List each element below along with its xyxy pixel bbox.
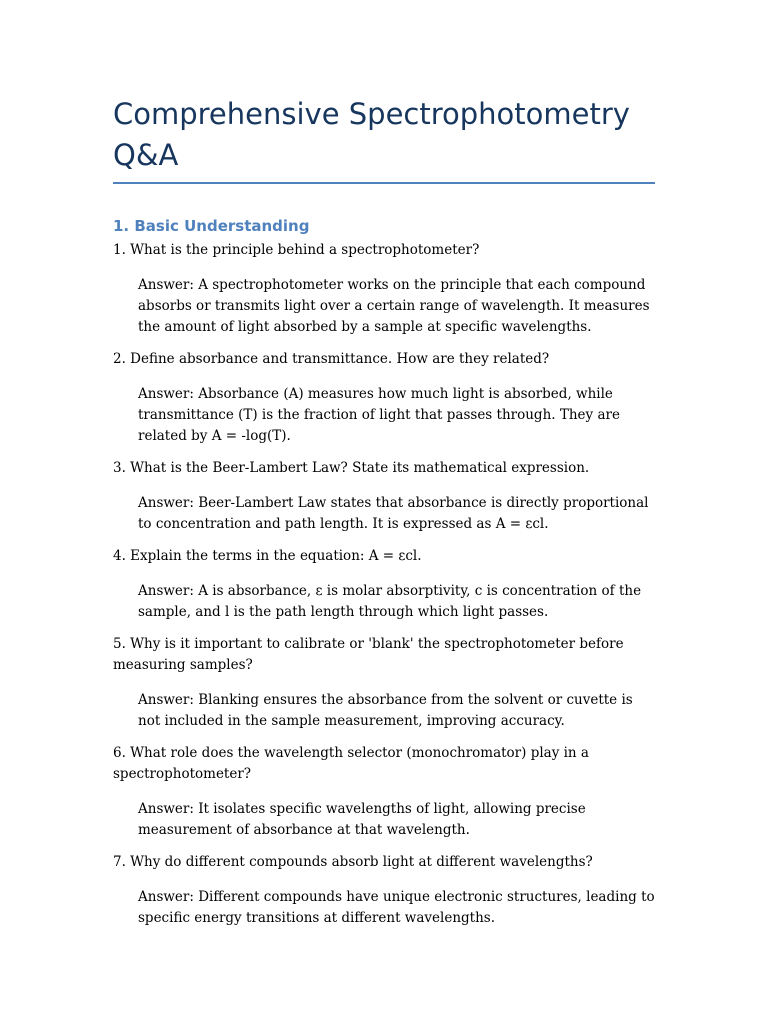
- section-heading: 1. Basic Understanding: [113, 217, 310, 235]
- answer-text: Answer: Different compounds have unique electronic structures, leading to specific energy transitions at different wavelengths.: [138, 889, 655, 926]
- question-text: 6. What role does the wavelength selector (monochromator) play in a spectrophotometer?: [113, 745, 589, 782]
- qa-item: [113, 546, 655, 623]
- qa-item: [113, 458, 655, 535]
- qa-item: [113, 852, 655, 929]
- question-text: 3. What is the Beer-Lambert Law? State its mathematical expression.: [113, 460, 590, 476]
- title-underline: [113, 182, 655, 184]
- section-basic-understanding: [113, 216, 655, 929]
- question-text: 7. Why do different compounds absorb light at different wavelengths?: [113, 854, 593, 870]
- page-title: Comprehensive Spectrophotometry Q&A: [113, 97, 630, 172]
- document-body: [113, 94, 655, 929]
- answer-text: Answer: A is absorbance, ε is molar absorptivity, c is concentration of the sample, and l is the path length through which light passes.: [138, 583, 642, 620]
- answer-text: Answer: Blanking ensures the absorbance from the solvent or cuvette is not included in the sample measurement, improving accuracy.: [138, 692, 633, 729]
- qa-item: [113, 240, 655, 338]
- question-text: 5. Why is it important to calibrate or 'blank' the spectrophotometer before measuring samples?: [113, 636, 624, 673]
- qa-item: [113, 349, 655, 447]
- answer-text: Answer: It isolates specific wavelengths of light, allowing precise measurement of absorbance at that wavelength.: [138, 801, 586, 838]
- question-text: 4. Explain the terms in the equation: A = εcl.: [113, 548, 422, 564]
- qa-item: [113, 743, 655, 841]
- answer-text: Answer: Absorbance (A) measures how much light is absorbed, while transmittance (T) is the fraction of light that passes through. They are related by A = -log(T).: [138, 386, 620, 444]
- question-text: 2. Define absorbance and transmittance. How are they related?: [113, 351, 550, 367]
- answer-text: Answer: Beer-Lambert Law states that absorbance is directly proportional to concentration and path length. It is expressed as A = εcl.: [138, 495, 649, 532]
- question-text: 1. What is the principle behind a spectrophotometer?: [113, 242, 480, 258]
- answer-text: Answer: A spectrophotometer works on the principle that each compound absorbs or transmits light over a certain range of wavelength. It measures the amount of light absorbed by a sample at specific wavelengths.: [138, 277, 650, 335]
- qa-item: [113, 634, 655, 732]
